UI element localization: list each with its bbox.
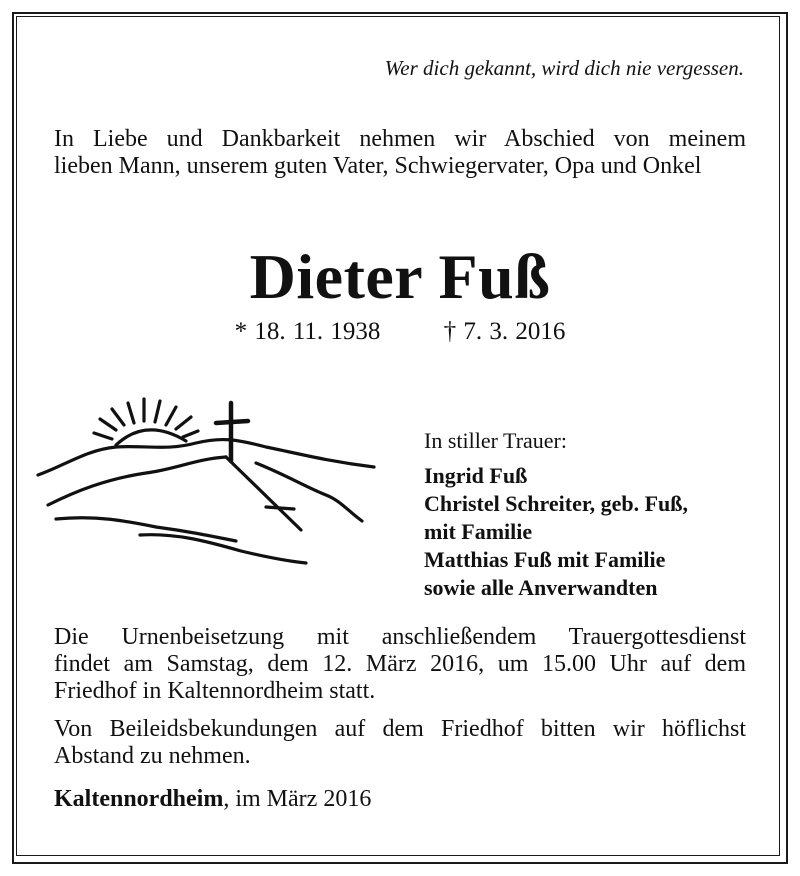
- mourner: mit Familie: [424, 519, 533, 544]
- mourner: Matthias Fuß mit Familie: [424, 547, 666, 572]
- sun-rays: [94, 399, 198, 439]
- mourner: Christel Schreiter, geb. Fuß,: [424, 491, 688, 516]
- mourner: sowie alle Anverwandten: [424, 575, 658, 600]
- deceased-name: Dieter Fuß: [249, 241, 551, 312]
- cross-icon: [216, 403, 248, 461]
- funeral-notice: [54, 624, 746, 705]
- mourner: Ingrid Fuß: [424, 463, 528, 488]
- sunset-hills-cross-icon: [36, 395, 381, 575]
- closing-place: Kaltennordheim: [54, 786, 224, 812]
- condolence-notice: [54, 716, 746, 770]
- funeral-line: findet am Samstag, dem 12. März 2016, um 15.00 Uhr auf dem: [54, 651, 746, 677]
- mourning-heading: In stiller Trauer:: [424, 428, 567, 453]
- hill-line: [56, 518, 236, 541]
- intro-text: [54, 126, 746, 180]
- funeral-line: Friedhof in Kaltennordheim statt.: [54, 678, 376, 704]
- condolence-line: Von Beileidsbekundungen auf dem Friedhof bitten wir höflichst: [54, 716, 746, 742]
- funeral-line: Die Urnenbeisetzung mit anschließendem Trauergottesdienst: [54, 624, 746, 650]
- sun: [116, 430, 186, 445]
- closing-date: , im März 2016: [223, 786, 372, 812]
- hill-line: [256, 463, 362, 521]
- motto: Wer dich gekannt, wird dich nie vergessen.: [384, 56, 744, 80]
- death-date: † 7. 3. 2016: [443, 318, 566, 345]
- birth-date: * 18. 11. 1938: [234, 318, 381, 345]
- mourners-list: [424, 462, 688, 602]
- condolence-line: Abstand zu nehmen.: [54, 743, 251, 769]
- life-dates: [0, 318, 800, 346]
- intro-line: In Liebe und Dankbarkeit nehmen wir Abschied von meinem: [54, 126, 746, 152]
- hill-line: [38, 440, 374, 475]
- closing-line: [54, 786, 371, 813]
- hill-line: [48, 457, 226, 505]
- intro-line: lieben Mann, unserem guten Vater, Schwiegervater, Opa und Onkel: [54, 153, 702, 179]
- cross-shadow: [226, 457, 301, 530]
